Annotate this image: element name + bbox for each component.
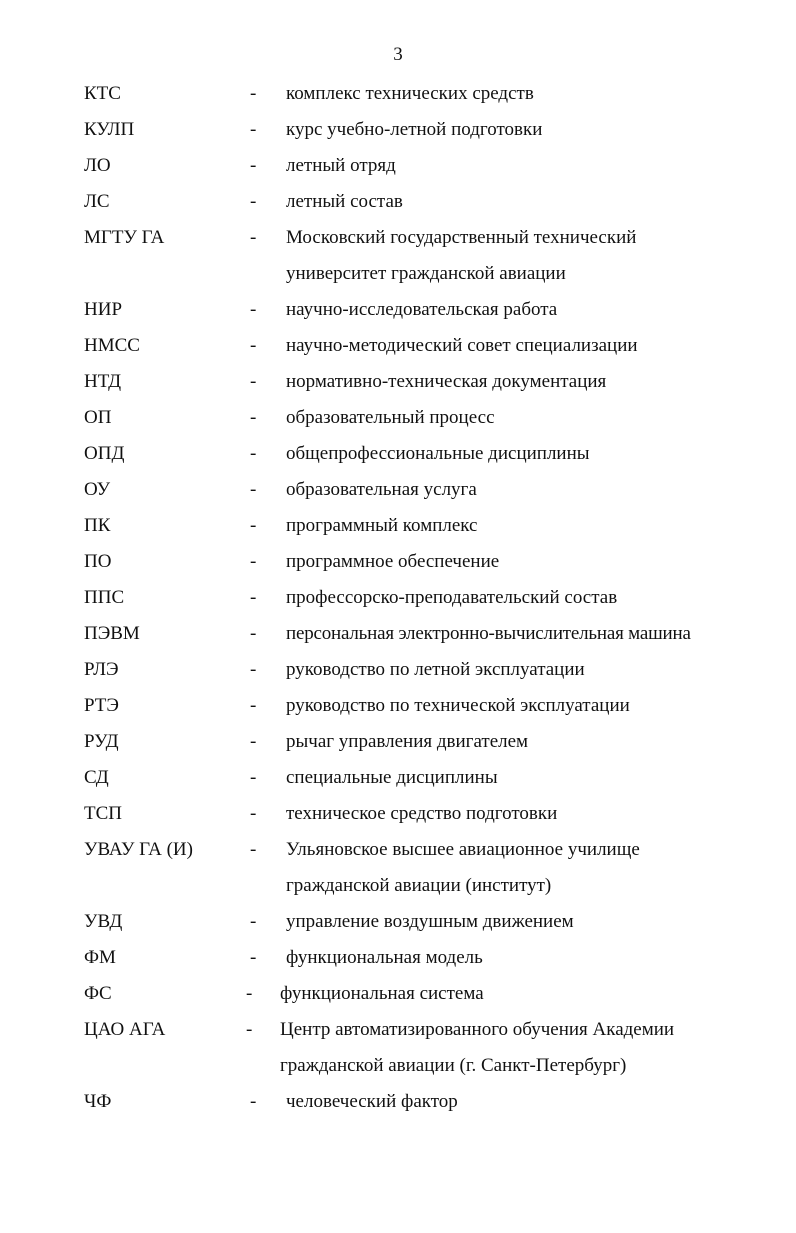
abbreviation-row — [0, 832, 796, 904]
abbreviation: ПК — [84, 515, 111, 536]
abbreviation: ЧФ — [84, 1091, 112, 1112]
abbreviation-row — [0, 796, 796, 832]
abbreviation: ОП — [84, 407, 112, 428]
abbreviation: УВАУ ГА (И) — [84, 839, 193, 860]
abbreviation-row — [0, 472, 796, 508]
abbreviation-row — [0, 904, 796, 940]
separator-dash: - — [250, 911, 257, 932]
definition: научно-исследовательская работа — [286, 299, 558, 320]
separator-dash: - — [250, 119, 257, 140]
definition: рычаг управления двигателем — [286, 731, 529, 752]
abbreviation-row — [0, 976, 796, 1012]
abbreviation-row — [0, 400, 796, 436]
abbreviation-list — [0, 76, 796, 1120]
abbreviation-row — [0, 508, 796, 544]
separator-dash: - — [250, 803, 257, 824]
definition: функциональная модель — [286, 947, 483, 968]
abbreviation-row — [0, 76, 796, 112]
definition: специальные дисциплины — [286, 767, 498, 788]
abbreviation-row — [0, 940, 796, 976]
abbreviation: НИР — [84, 299, 123, 320]
separator-dash: - — [250, 1091, 257, 1112]
definition: программное обеспечение — [286, 551, 500, 572]
definition: функциональная система — [280, 983, 484, 1004]
separator-dash: - — [250, 443, 257, 464]
abbreviation: КТС — [84, 83, 121, 104]
abbreviation: СД — [84, 767, 109, 788]
abbreviation-row — [0, 1012, 796, 1084]
separator-dash: - — [250, 731, 257, 752]
abbreviation-row — [0, 1084, 796, 1120]
abbreviation-row — [0, 292, 796, 328]
abbreviation-row — [0, 184, 796, 220]
separator-dash: - — [250, 695, 257, 716]
definition: комплекс технических средств — [286, 83, 534, 104]
page-number: 3 — [393, 44, 403, 65]
definition: нормативно-техническая документация — [286, 371, 607, 392]
abbreviation-row — [0, 112, 796, 148]
abbreviation: РЛЭ — [84, 659, 119, 680]
abbreviation-row — [0, 760, 796, 796]
separator-dash: - — [250, 335, 257, 356]
abbreviation: КУЛП — [84, 119, 135, 140]
abbreviation: ОПД — [84, 443, 125, 464]
definition: Московский государственный технический университет гражданской авиации — [286, 227, 637, 284]
separator-dash: - — [246, 1019, 253, 1040]
abbreviation: ЛО — [84, 155, 111, 176]
abbreviation-row — [0, 220, 796, 292]
abbreviation: ППС — [84, 587, 125, 608]
separator-dash: - — [250, 155, 257, 176]
abbreviation: ПО — [84, 551, 112, 572]
abbreviation: ФМ — [84, 947, 116, 968]
separator-dash: - — [250, 947, 257, 968]
separator-dash: - — [250, 479, 257, 500]
definition: Ульяновское высшее авиационное училище гражданской авиации (институт) — [286, 839, 640, 896]
abbreviation-row — [0, 652, 796, 688]
abbreviation-row — [0, 544, 796, 580]
separator-dash: - — [250, 623, 257, 644]
abbreviation: ЦАО АГА — [84, 1019, 166, 1040]
definition: образовательный процесс — [286, 407, 495, 428]
abbreviation-row — [0, 724, 796, 760]
separator-dash: - — [250, 839, 257, 860]
definition: техническое средство подготовки — [286, 803, 558, 824]
definition: руководство по летной эксплуатации — [286, 659, 585, 680]
separator-dash: - — [246, 983, 253, 1004]
definition: персональная электронно-вычислительная машина — [286, 623, 691, 644]
definition: управление воздушным движением — [286, 911, 574, 932]
definition: курс учебно-летной подготовки — [286, 119, 543, 140]
abbreviation-row — [0, 688, 796, 724]
definition: профессорско-преподавательский состав — [286, 587, 618, 608]
separator-dash: - — [250, 83, 257, 104]
separator-dash: - — [250, 659, 257, 680]
separator-dash: - — [250, 191, 257, 212]
abbreviation: ОУ — [84, 479, 111, 500]
abbreviation: НТД — [84, 371, 122, 392]
definition: научно-методический совет специализации — [286, 335, 638, 356]
separator-dash: - — [250, 227, 257, 248]
separator-dash: - — [250, 587, 257, 608]
definition: общепрофессиональные дисциплины — [286, 443, 590, 464]
abbreviation-row — [0, 328, 796, 364]
separator-dash: - — [250, 551, 257, 572]
abbreviation-row — [0, 364, 796, 400]
definition: Центр автоматизированного обучения Академии гражданской авиации (г. Санкт-Петербург) — [280, 1019, 675, 1076]
definition: человеческий фактор — [286, 1091, 458, 1112]
separator-dash: - — [250, 299, 257, 320]
abbreviation: ЛС — [84, 191, 110, 212]
abbreviation-row — [0, 580, 796, 616]
separator-dash: - — [250, 767, 257, 788]
abbreviation: ПЭВМ — [84, 623, 140, 644]
abbreviation: ФС — [84, 983, 112, 1004]
separator-dash: - — [250, 371, 257, 392]
abbreviation-row — [0, 616, 796, 652]
definition: летный отряд — [286, 155, 396, 176]
definition: летный состав — [286, 191, 403, 212]
abbreviation: ТСП — [84, 803, 122, 824]
abbreviation: РТЭ — [84, 695, 119, 716]
abbreviation-row — [0, 148, 796, 184]
definition: программный комплекс — [286, 515, 478, 536]
abbreviation: УВД — [84, 911, 123, 932]
abbreviation: РУД — [84, 731, 119, 752]
abbreviation-row — [0, 436, 796, 472]
separator-dash: - — [250, 515, 257, 536]
definition: руководство по технической эксплуатации — [286, 695, 630, 716]
abbreviation: МГТУ ГА — [84, 227, 165, 248]
separator-dash: - — [250, 407, 257, 428]
definition: образовательная услуга — [286, 479, 477, 500]
abbreviation: НМСС — [84, 335, 140, 356]
